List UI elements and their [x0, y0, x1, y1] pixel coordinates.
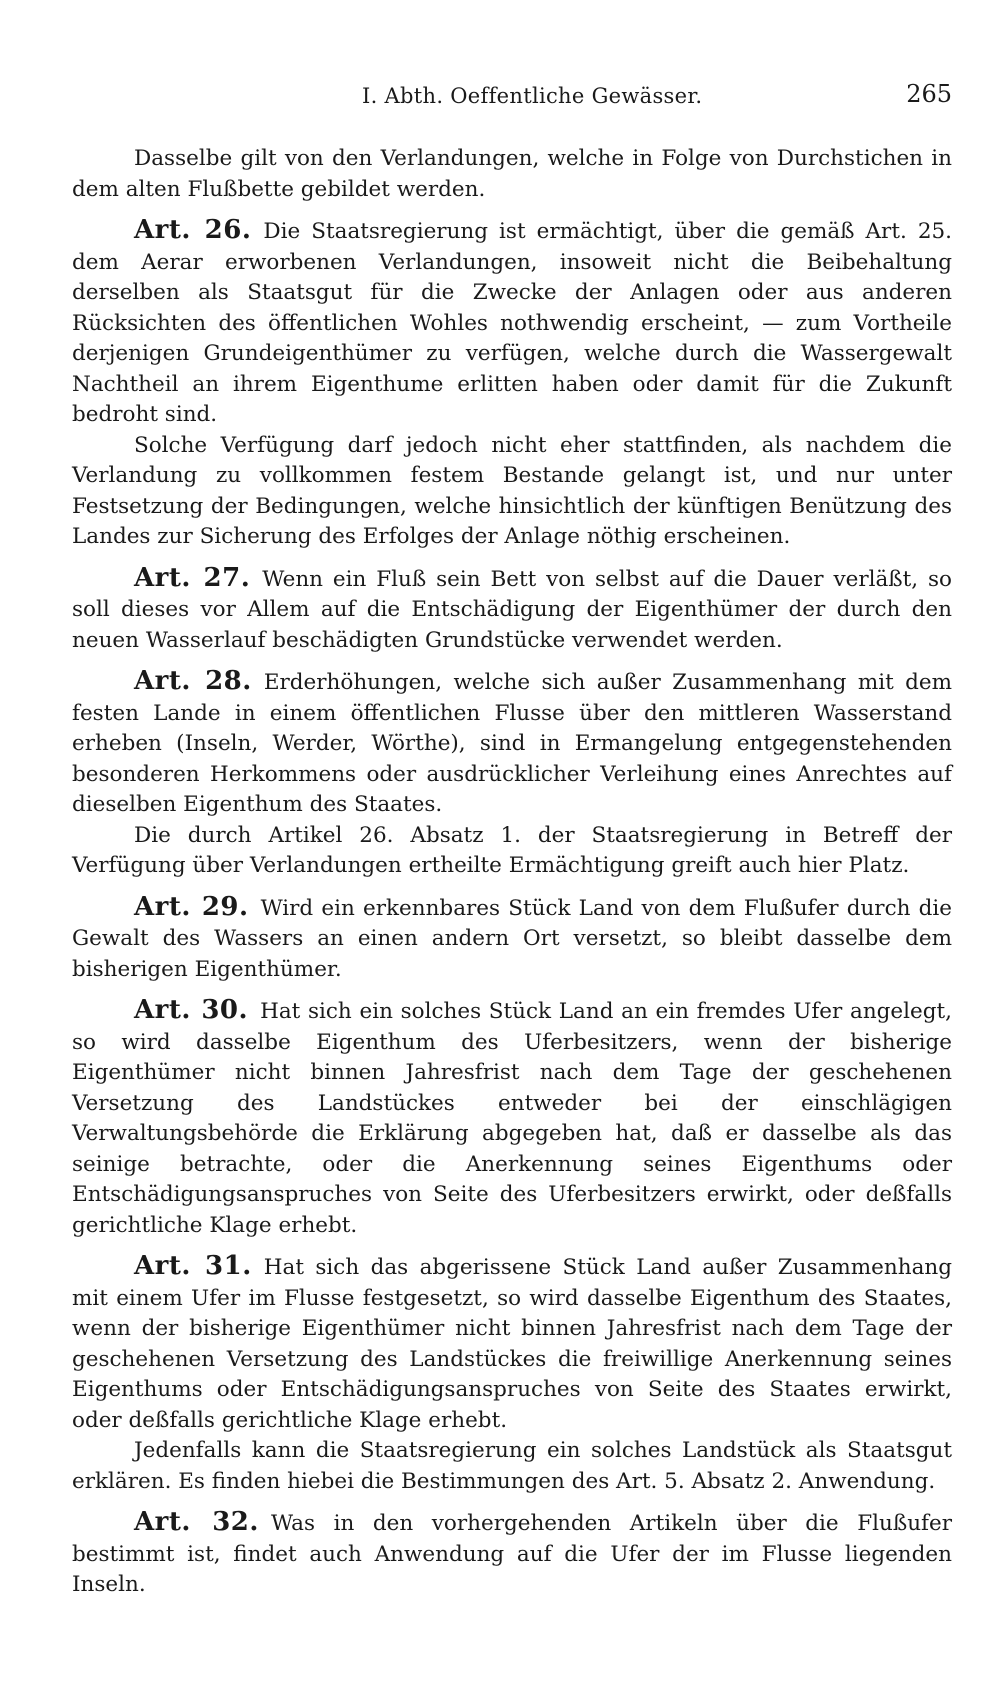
paragraph-text: Wird ein erkennbares Stück Land von dem Flußufer durch die Gewalt des Wassers an einen andern Ort versetzt, so bleibt dasselbe dem bisherigen Eigenthümer. [72, 895, 953, 982]
paragraph [72, 821, 952, 882]
paragraph-text: Jedenfalls kann die Staatsregierung ein solches Landstück als Staatsgut erklären. Es finden hiebei die Bestimmungen des Art. 5. Absatz 2. Anwendung. [72, 1438, 952, 1494]
article-30 [72, 995, 952, 1241]
paragraph-text: Dasselbe gilt von den Verlandungen, welche in Folge von Durchstichen in dem alten Flußbette gebildet werden. [72, 146, 952, 202]
body-text [72, 144, 952, 1601]
article-label: Art. 29. [134, 891, 249, 922]
running-head [72, 80, 952, 130]
paragraph [72, 1436, 952, 1497]
article-label: Art. 27. [134, 562, 251, 593]
paragraph-text: Hat sich ein solches Stück Land an ein fremdes Ufer angelegt, so wird dasselbe Eigenthum des Uferbesitzers, wenn der bisherige Eigenthümer nicht binnen Jahresfrist nach dem Tage der geschehenen Versetzung des Landstückes entweder bei der einschlägigen Verwaltungsbehörde die Erklärung abgegeben hat, daß er dasselbe als das seinige betrachte, oder die Anerkennung seines Eigenthums oder Entschädigungsanspruches von Seite des Uferbesitzers erwirkt, oder deßfalls gerichtliche Klage erhebt. [72, 999, 952, 1238]
article-label: Art. 32. [134, 1507, 259, 1537]
paragraph-text: Erderhöhungen, welche sich außer Zusammenhang mit dem festen Lande in einem öffentlichen Flusse über den mittleren Wasserstand erheben (Inseln, Werder, Wörthe), sind in Ermangelung entgegenstehenden besonderen Herkommens oder ausdrücklicher Verleihung eines Anrechtes auf dieselben Eigenthum des Staates. [72, 670, 953, 817]
paragraph-text: Die Staatsregierung ist ermächtigt, über die gemäß Art. 25. dem Aerar erworbenen Verlandungen, insoweit nicht die Beibehaltung derselben als Staatsgut für die Zwecke der Anlagen oder aus anderen Rücksichten des öffentlichen Wohles nothwendig erscheint, — zum Vortheile derjenigen Grundeigenthümer zu verfügen, welche durch die Wassergewalt Nachtheil an ihrem Eigenthume erlitten haben oder damit für die Zukunft bedroht sind. [72, 219, 953, 427]
article-label: Art. 31. [134, 1251, 252, 1281]
article-28 [72, 666, 952, 821]
paragraph [72, 431, 952, 553]
paragraph-text: Die durch Artikel 26. Absatz 1. der Staatsregierung in Betreff der Verfügung über Verlandungen ertheilte Ermächtigung greift auch hier Platz. [72, 822, 952, 878]
paragraph-text: Wenn ein Fluß sein Bett von selbst auf die Dauer verläßt, so soll dieses vor Allem auf die Entschädigung der Eigenthümer der durch den neuen Wasserlauf beschädigten Grundstücke verwendet werden. [72, 566, 952, 653]
article-31 [72, 1251, 952, 1436]
article-label: Art. 30. [134, 995, 249, 1025]
paragraph-text: Hat sich das abgerissene Stück Land außer Zusammenhang mit einem Ufer im Flusse festgesetzt, so wird dasselbe Eigenthum des Staates, wenn der bisherige Eigenthümer nicht binnen Jahresfrist nach dem Tage der geschehenen Versetzung des Landstückes die freiwillige Anerkennung seines Eigenthums oder Entschädigungsanspruches von Seite des Staates erwirkt, oder deßfalls gerichtliche Klage erhebt. [72, 1255, 952, 1433]
article-29 [72, 892, 952, 986]
paragraph-text: Was in den vorhergehenden Artikeln über die Flußufer bestimmt ist, findet auch Anwendung auf die Ufer der im Flusse liegenden Inseln. [72, 1511, 953, 1597]
running-title: I. Abth. Oeffentliche Gewässer. [362, 84, 703, 108]
document-page [72, 0, 952, 1700]
article-label: Art. 28. [134, 666, 252, 696]
paragraph-text: Solche Verfügung darf jedoch nicht eher stattfinden, als nachdem die Verlandung zu vollkommen festem Bestande gelangt ist, und nur unter Festsetzung der Bedingungen, welche hinsichtlich der künftigen Benützung des Landes zur Sicherung des Erfolges der Anlage nöthig erscheinen. [72, 432, 952, 549]
article-27 [72, 563, 952, 657]
article-26 [72, 215, 952, 431]
paragraph [72, 144, 952, 205]
page-number: 265 [906, 80, 952, 108]
article-32 [72, 1507, 952, 1601]
article-label: Art. 26. [134, 215, 252, 245]
